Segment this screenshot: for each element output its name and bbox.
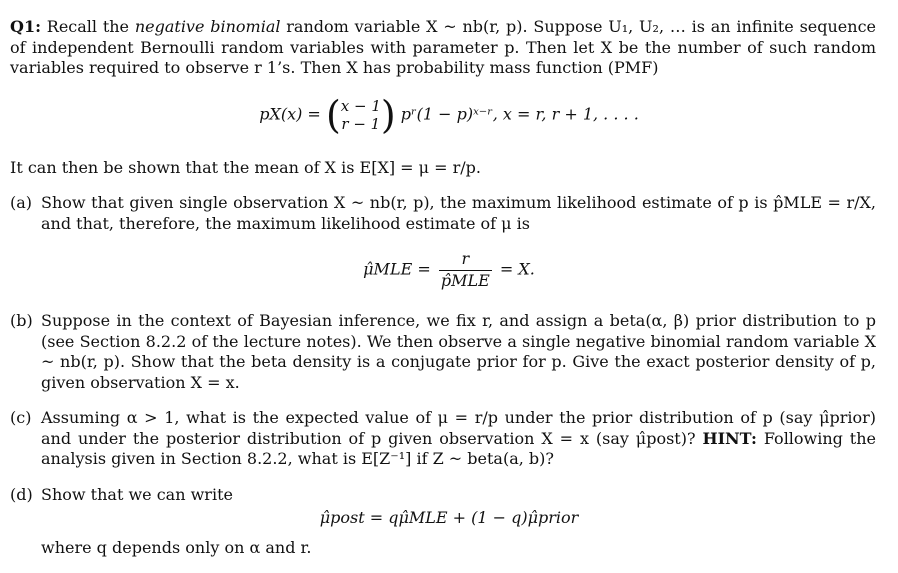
pmf-rhs: pʳ(1 − p)ˣ⁻ʳ, x = r, r + 1, . . . . [400,104,639,124]
part-a-text: Show that given single observation X ~ nb(r, p), the maximum likelihood estimate of p is p̂MLE = r/X, and that, therefore, the maximum likelihood estimate of μ is [41,193,876,233]
mle-fraction [439,249,492,291]
mle-equation [0,249,898,291]
part-a-label: (a) [10,193,33,212]
part-d [10,485,876,506]
binomial-coefficient: ( x − 1 r − 1 ) [325,93,396,137]
part-c-body [41,408,876,470]
part-b-label: (b) [10,311,33,330]
q1-intro-text-1: Recall the [46,17,130,36]
part-d-after: where q depends only on α and r. [41,538,312,557]
binom-top: x − 1 [340,97,381,115]
part-c-label: (c) [10,408,32,427]
mean-statement: It can then be shown that the mean of X is E[X] = μ = r/p. [10,158,482,177]
mle-fraction-denominator: p̂MLE [440,270,490,290]
q1-intro [10,17,876,79]
binom-bottom: r − 1 [341,115,381,133]
posterior-equation: μ̂post = qμ̂MLE + (1 − q)μ̂prior [319,508,579,527]
part-a [10,193,876,234]
hint-label: HINT: [702,428,757,448]
part-b-text: Suppose in the context of Bayesian inference, we fix r, and assign a beta(α, β) prior distribution to p (see Section 8.2.2 of the lecture notes). We then observe a single negative binomial random variable X ~ nb(r, p). Show that the beta density is a conjugate prior for p. Give the exact posterior density of p, given observation X = x. [41,311,876,392]
q1-intro-text-2: random variable X ~ nb(r, p). Suppose U₁, U₂, … is an infinite sequence of independent Bernoulli random variables with parameter p. Then let X be the number of such random variables required to observe r 1’s. Then X has probability mass function (PMF) [10,17,877,77]
part-d-label: (d) [10,485,33,504]
part-c-text-2: Following the analysis given in Section 8.2.2, what is E[Z⁻¹] if Z ~ beta(a, b)? [41,428,877,468]
part-c [10,408,876,470]
mle-fraction-numerator: r [461,249,470,268]
q1-intro-term: negative binomial [134,17,281,36]
part-b [10,311,876,393]
mle-eq-lhs: μ̂MLE = [363,259,431,279]
part-c-text-1: Assuming α > 1, what is the expected value of μ = r/p under the prior distribution of p (say μ̂prior) and under the posterior distribution of p given observation X = x (say μ̂post)? [41,408,876,448]
pmf-lhs: pX(x) = [259,104,321,124]
mle-eq-rhs: = X. [499,259,535,279]
q1-heading: Q1: [10,17,41,36]
pmf-equation [0,93,898,137]
part-d-text: Show that we can write [41,485,233,504]
